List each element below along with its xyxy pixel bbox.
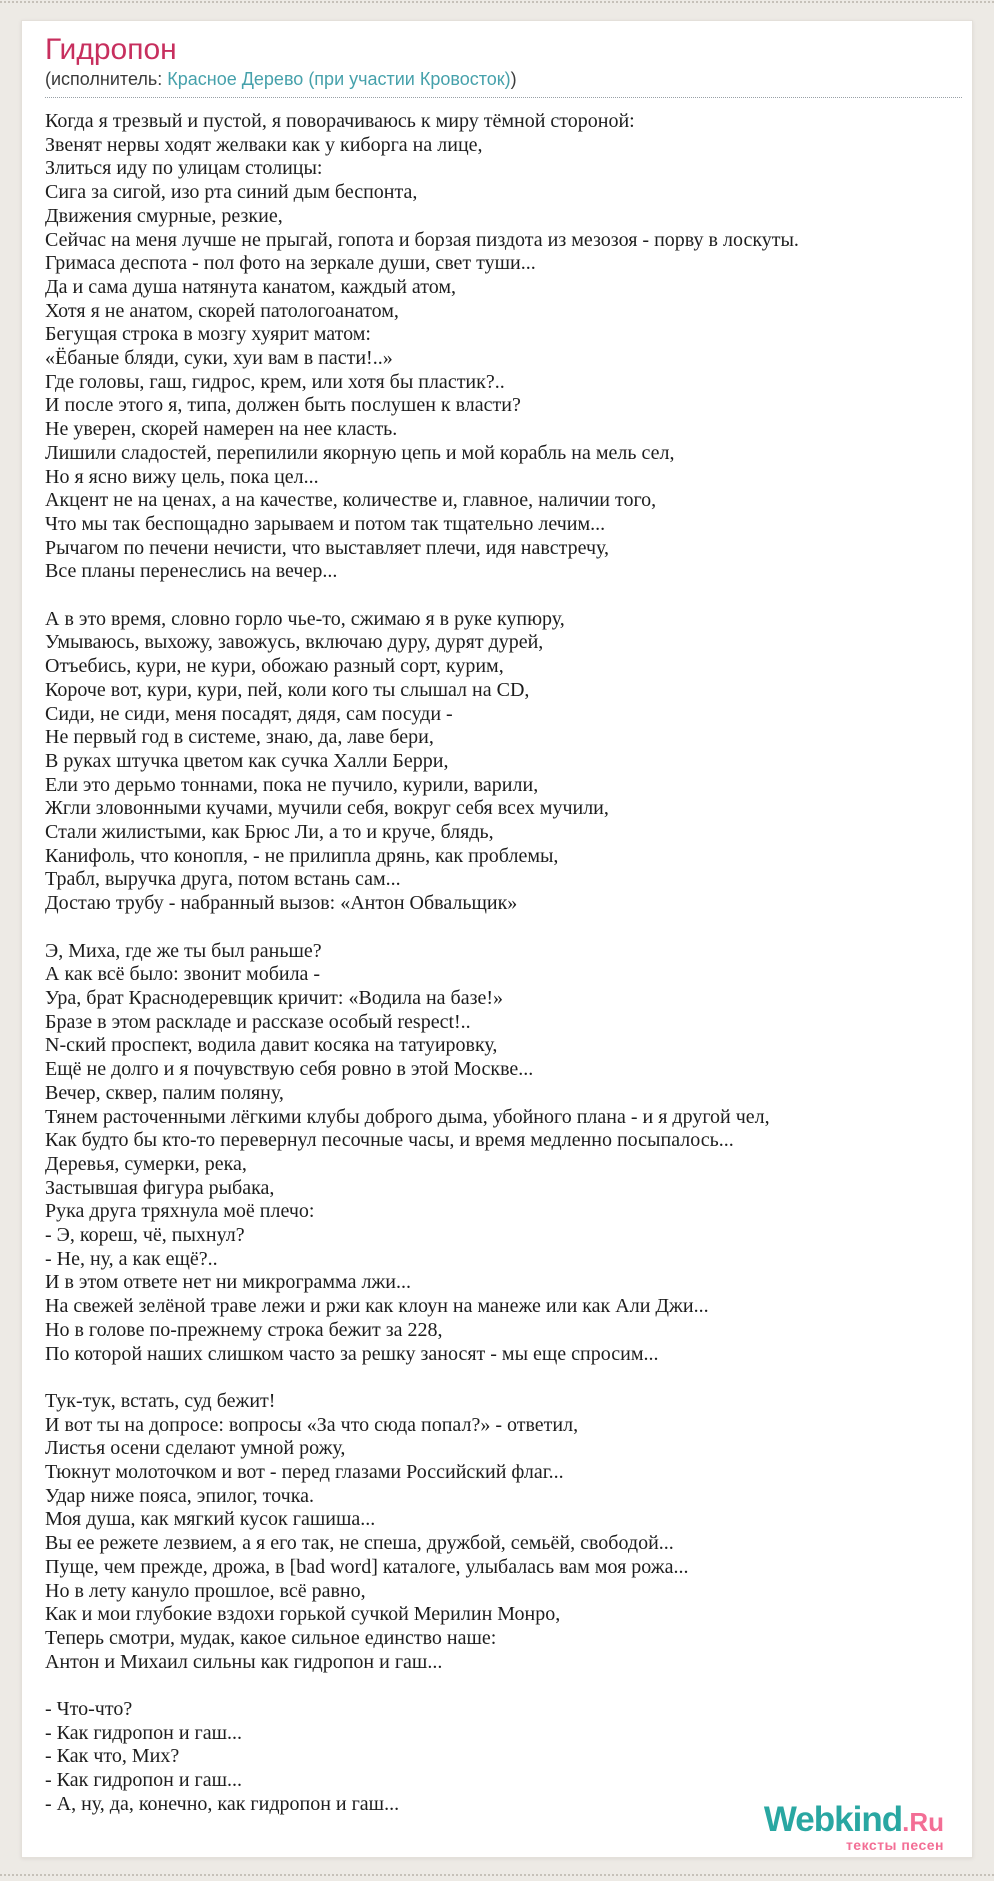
header-divider xyxy=(45,97,962,98)
page-top-dotted-rule xyxy=(0,1,994,3)
artist-link[interactable]: Красное Дерево (при участии Кровосток) xyxy=(167,69,511,89)
content-card xyxy=(21,20,973,1858)
lyrics xyxy=(45,110,962,1817)
artist-label-prefix: (исполнитель: xyxy=(45,69,168,89)
page-title: Гидропон xyxy=(45,33,177,66)
webkind-logo[interactable] xyxy=(764,1802,944,1852)
page-bottom-dotted-rule xyxy=(0,1874,994,1876)
artist-label-suffix: ) xyxy=(510,69,517,89)
stanza: - Что-что? - Как гидропон и гаш... - Как что, Мих? - Как гидропон и гаш... - А, ну, да, конечно, как гидропон и гаш... xyxy=(45,1698,400,1815)
artist-line xyxy=(45,68,962,90)
webkind-logo-wordmark xyxy=(764,1802,944,1837)
stanza: А в это время, словно горло чье-то, сжимаю я в руке купюру, Умываюсь, выхожу, завожусь, включаю дуру, дурят дурей, Отъебись, кури, не кури, обожаю разный сорт, курим, Короче вот, кури, кури, пей, коли кого ты слышал на CD, Сиди, не сиди, меня посадят, дядя, сам посуди - Не первый год в системе, знаю, да, лаве бери, В руках штучка цветом как сучка Халли Берри, Ели это дерьмо тоннами, пока не пучило, курили, варили, Жгли зловонными кучами, мучили себя, вокруг себя всех мучили, Стали жилистыми, как Брюс Ли, а то и круче, блядь, Канифоль, что конопля, - не прилипла дрянь, как проблемы, Трабл, выручка друга, потом встань сам... Достаю трубу - набранный вызов: «Антон Обвальщик» xyxy=(45,607,609,915)
stanza: Когда я трезвый и пустой, я поворачиваюсь к миру тёмной стороной: Звенят нервы ходят желваки как у киборга на лице, Злиться иду по улицам столицы: Сига за сигой, изо рта синий дым беспонта, Движения смурные, резкие, Сейчас на меня лучше не прыгай, гопота и борзая пиздота из мезозоя - порву в лоскуты. Гримаса деспота - пол фото на зеркале души, свет туши... Да и сама душа натянута канатом, каждый атом, Хотя я не анатом, скорей патологоанатом, Бегущая строка в мозгу хуярит матом: «Ёбаные бляди, суки, хуи вам в пасти!..» Где головы, гаш, гидрос, крем, или хотя бы пластик?.. И после этого я, типа, должен быть послушен к власти? Не уверен, скорей намерен на нее класть. Лишили сладостей, перепилили якорную цепь и мой корабль на мель сел, Но я ясно вижу цель, пока цел... Акцент не на ценах, а на качестве, количестве и, главное, наличии того, Что мы так беспощадно зарываем и потом так тщательно лечим... Рычагом по печени нечисти, что выставляет плечи, идя навстречу, Все планы перенеслись на вечер... xyxy=(45,110,799,583)
webkind-logo-tagline: тексты песен xyxy=(845,1837,944,1853)
webkind-logo-main-text: Webkind xyxy=(763,1800,903,1839)
stanza: Э, Миха, где же ты был раньше? А как всё было: звонит мобила - Ура, брат Краснодеревщик кричит: «Водила на базе!» Бразе в этом раскладе и рассказе особый respect!.. N-ский проспект, водила давит косяка на татуировку, Ещё не долго и я почувствую себя ровно в этой Москве... Вечер, сквер, палим поляну, Тянем расточенными лёгкими клубы доброго дыма, убойного плана - и я другой чел, Как будто бы кто-то перевернул песочные часы, и время медленно посыпалось... Деревья, сумерки, река, Застывшая фигура рыбака, Рука друга тряхнула моё плечо: - Э, кореш, чё, пыхнул? - Не, ну, а как ещё?.. И в этом ответе нет ни микрограмма лжи... На свежей зелёной траве лежи и ржи как клоун на манеже или как Али Джи... Но в голове по-прежнему строка бежит за 228, По которой наших слишком часто за решку заносят - мы еще спросим... xyxy=(45,939,770,1365)
webkind-logo-suffix-text: .Ru xyxy=(902,1807,944,1837)
stanza: Тук-тук, встать, суд бежит! И вот ты на допросе: вопросы «За что сюда попал?» - ответил, Листья осени сделают умной рожу, Тюкнут молоточком и вот - перед глазами Российский флаг... Удар ниже пояса, эпилог, точка. Моя душа, как мягкий кусок гашиша... Вы ее режете лезвием, а я его так, не спеша, дружбой, семьёй, свободой... Пуще, чем прежде, дрожа, в [bad word] каталоге, улыбалась вам моя рожа... Но в лету кануло прошлое, всё равно, Как и мои глубокие вздохи горькой сучкой Мерилин Монро, Теперь смотри, мудак, какое сильное единство наше: Антон и Михаил сильны как гидропон и гаш... xyxy=(45,1389,689,1673)
